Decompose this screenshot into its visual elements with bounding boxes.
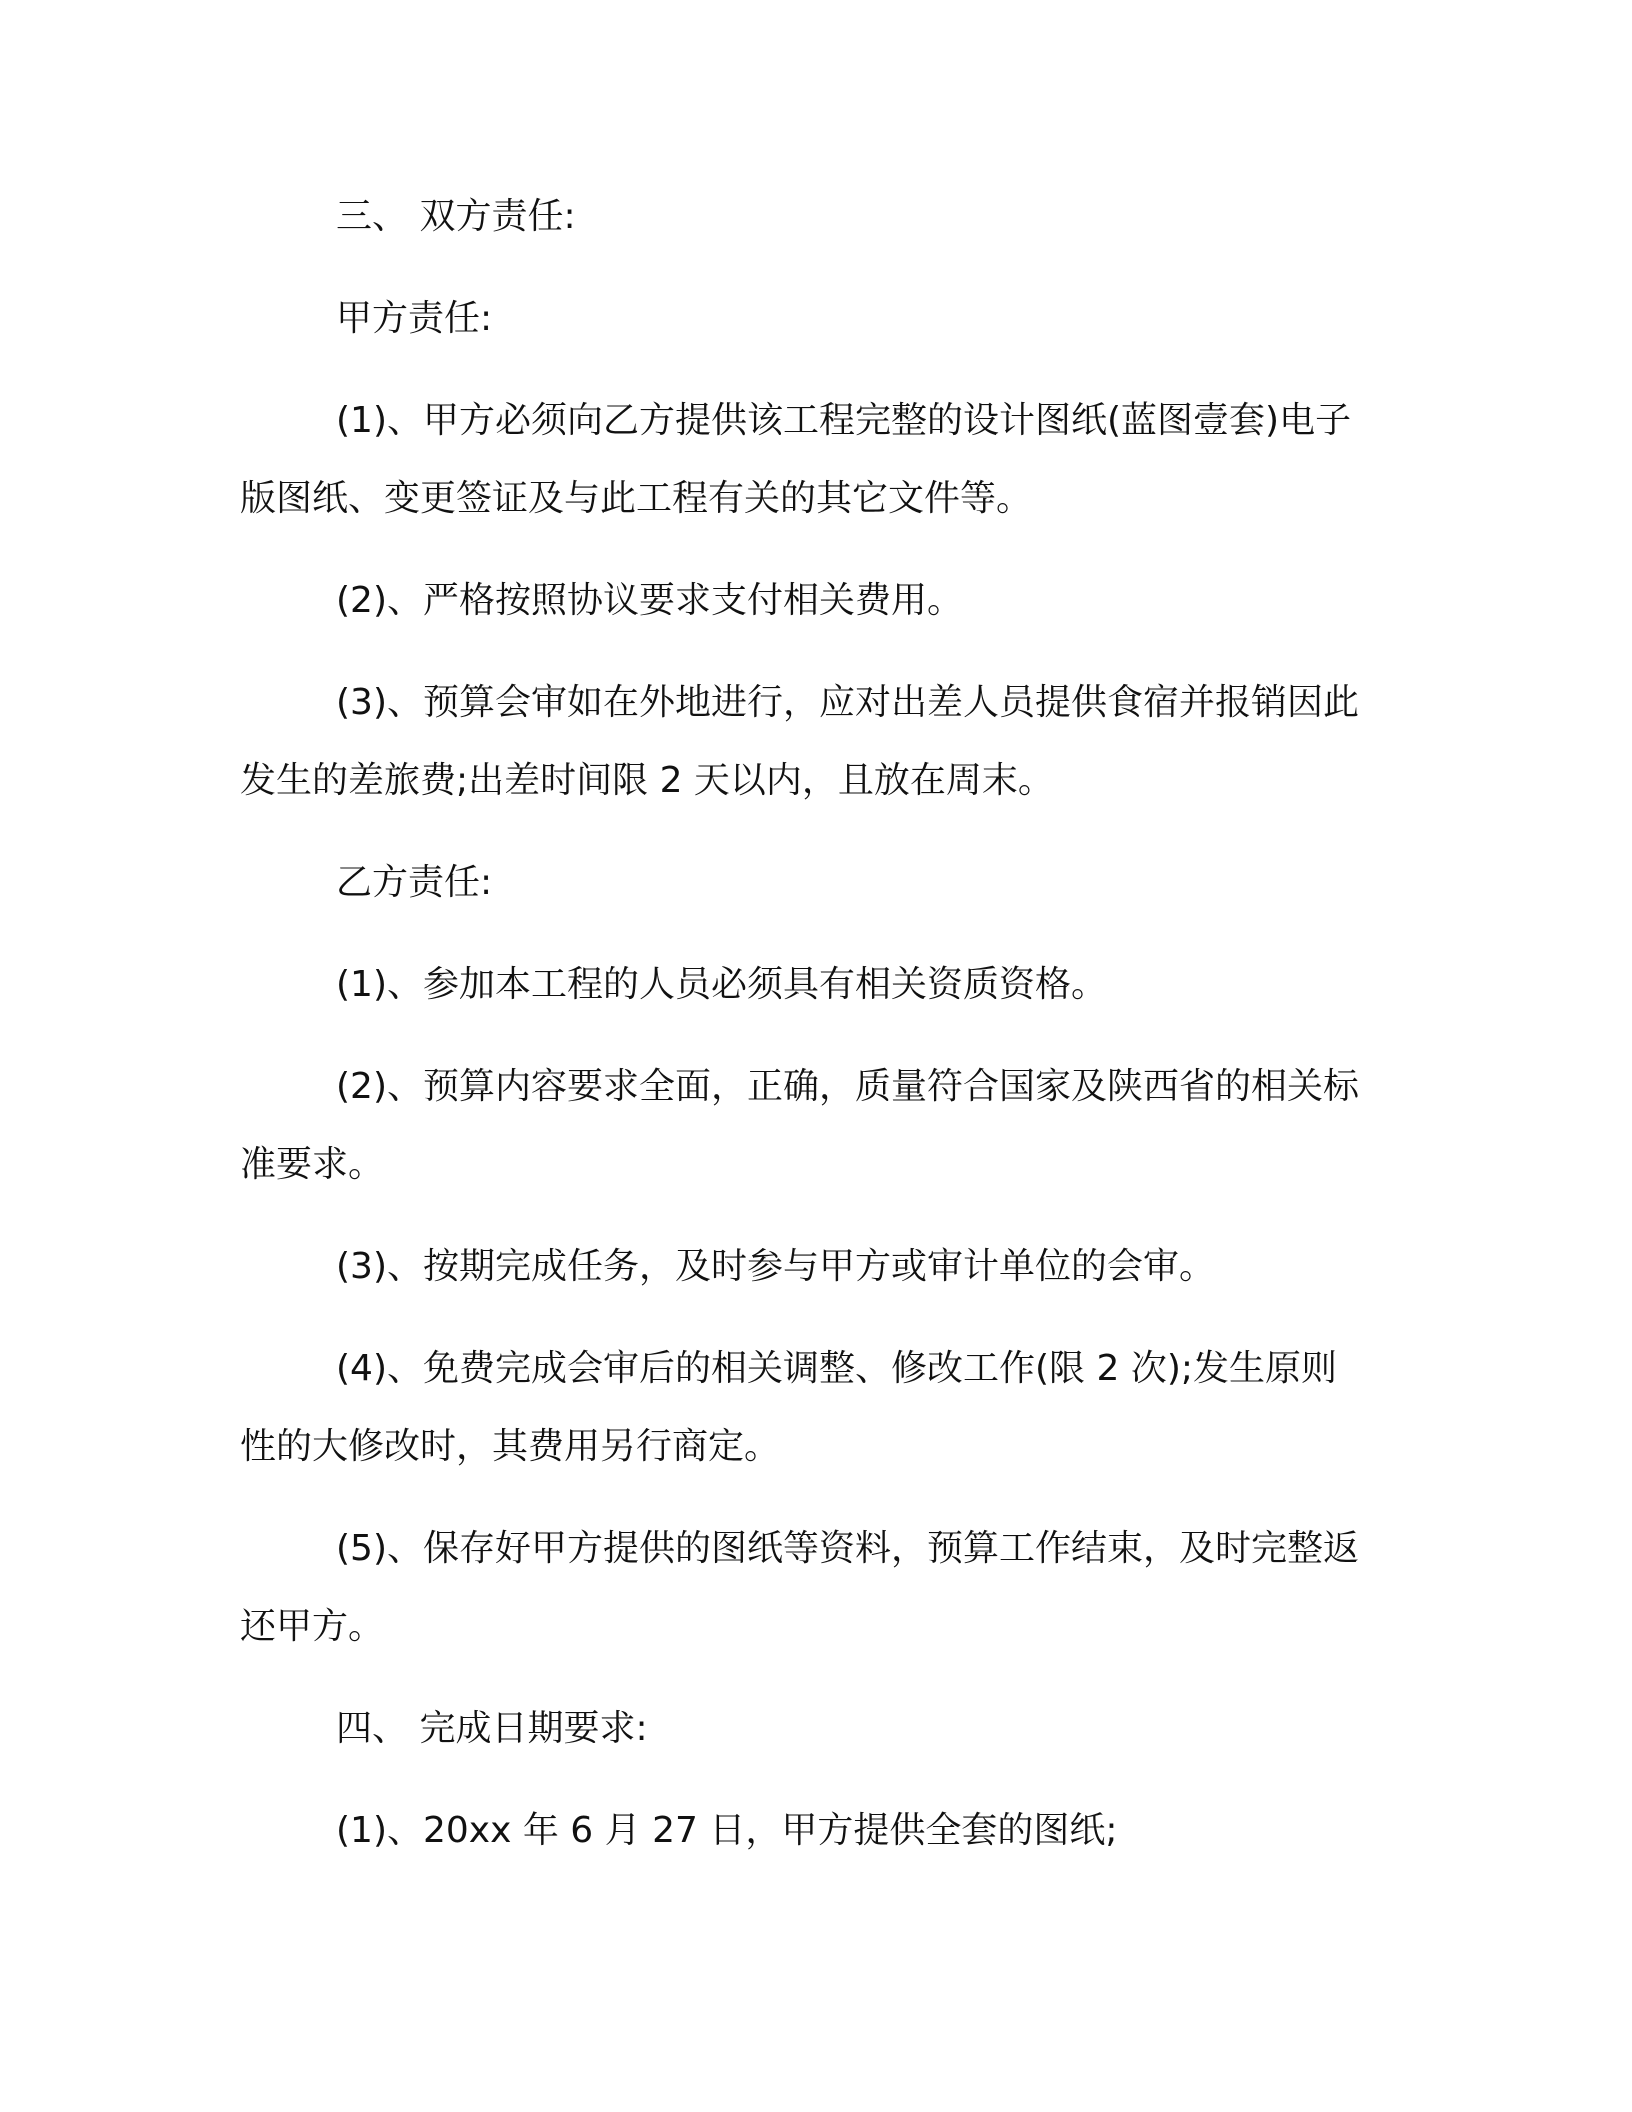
paragraph-line: 发生的差旅费;出差时间限 2 天以内，且放在周末。 [240, 760, 1054, 801]
party-b-item-3: (3)、按期完成任务，及时参与甲方或审计单位的会审。 [336, 1246, 1215, 1287]
schedule-item-1: (1)、20xx 年 6 月 27 日，甲方提供全套的图纸; [336, 1810, 1118, 1851]
paragraph-line: (3)、预算会审如在外地进行，应对出差人员提供食宿并报销因此 [336, 682, 1359, 723]
paragraph-line: 版图纸、变更签证及与此工程有关的其它文件等。 [240, 478, 1033, 519]
section-3-heading: 三、 双方责任: [336, 196, 576, 237]
paragraph-line: 性的大修改时，其费用另行商定。 [240, 1426, 781, 1467]
paragraph-line: 准要求。 [240, 1144, 385, 1185]
paragraph-line: (2)、预算内容要求全面，正确，质量符合国家及陕西省的相关标 [336, 1066, 1359, 1107]
paragraph-line: (1)、甲方必须向乙方提供该工程完整的设计图纸(蓝图壹套)电子 [336, 400, 1352, 441]
paragraph-line: (4)、免费完成会审后的相关调整、修改工作(限 2 次);发生原则 [336, 1348, 1338, 1389]
paragraph-line: 还甲方。 [240, 1606, 385, 1647]
paragraph-line: (5)、保存好甲方提供的图纸等资料，预算工作结束，及时完整返 [336, 1528, 1359, 1569]
section-4-heading: 四、 完成日期要求: [336, 1708, 648, 1749]
party-b-item-1: (1)、参加本工程的人员必须具有相关资质资格。 [336, 964, 1107, 1005]
party-a-heading: 甲方责任: [336, 298, 493, 339]
party-a-item-2: (2)、严格按照协议要求支付相关费用。 [336, 580, 963, 621]
party-b-heading: 乙方责任: [336, 862, 493, 903]
